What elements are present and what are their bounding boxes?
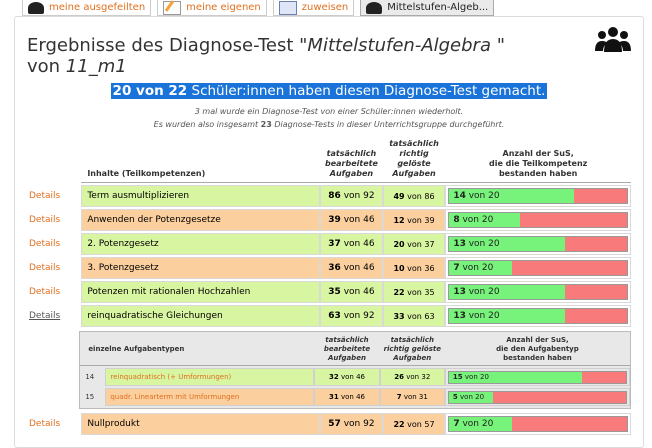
edited-cell-value: 36 bbox=[328, 263, 341, 273]
subtask-solved-total: 32 bbox=[421, 373, 431, 381]
von-label: von bbox=[343, 263, 361, 273]
details-link[interactable]: Details bbox=[29, 239, 61, 249]
passed-count: 15 bbox=[452, 372, 463, 381]
progress-label bbox=[449, 237, 499, 251]
subtask-solved bbox=[380, 388, 445, 406]
group-name: 11_m1 bbox=[65, 56, 127, 77]
von-label: von bbox=[468, 311, 486, 321]
von-label: von bbox=[343, 239, 361, 249]
subtask-row bbox=[25, 329, 631, 411]
passed-cell bbox=[445, 305, 631, 327]
progress-bar bbox=[448, 284, 628, 300]
edited-cell-value: 57 bbox=[328, 419, 341, 429]
page-title bbox=[27, 35, 505, 77]
passed-header-l3: bestanden haben bbox=[498, 169, 578, 178]
details-link[interactable]: Details bbox=[29, 311, 61, 321]
von-label: von bbox=[340, 393, 354, 401]
passed-total: 20 bbox=[488, 311, 500, 321]
topic-header: Inhalte (Teilkompetenzen) bbox=[81, 139, 320, 183]
solved-header-l3: Aufgaben bbox=[392, 169, 436, 178]
tab-ausgefeilte[interactable] bbox=[22, 0, 151, 16]
group-icon bbox=[366, 2, 382, 14]
table-row bbox=[25, 413, 631, 435]
subtask-solved-value: 7 bbox=[396, 393, 402, 401]
edited-header bbox=[320, 139, 383, 183]
subtask-solved-header-l1: tatsächlich bbox=[390, 336, 434, 344]
passed-count: 13 bbox=[453, 239, 466, 249]
solved-cell-value: 33 bbox=[393, 311, 405, 321]
total-note-count: 23 bbox=[260, 120, 272, 129]
edited-cell-value: 37 bbox=[328, 239, 341, 249]
von-label: von bbox=[462, 419, 479, 429]
summary-count: 20 von 22 bbox=[112, 83, 188, 99]
edited-cell-value: 35 bbox=[328, 287, 341, 297]
topic-cell: 2. Potenzgesetz bbox=[81, 233, 320, 255]
subtask-edited bbox=[314, 368, 379, 386]
von-label: von bbox=[407, 287, 422, 297]
details-link[interactable]: Details bbox=[29, 263, 61, 273]
edited-cell bbox=[320, 281, 383, 303]
progress-bar bbox=[448, 188, 628, 204]
von-label: von bbox=[343, 419, 361, 429]
von-label: von bbox=[406, 373, 420, 381]
passed-count: 13 bbox=[453, 287, 466, 297]
passed-total: 20 bbox=[488, 191, 500, 201]
von-label: von bbox=[343, 215, 361, 225]
solved-cell-value: 12 bbox=[393, 215, 405, 225]
solved-cell bbox=[383, 281, 446, 303]
subtask-solved-value: 26 bbox=[394, 373, 405, 381]
passed-header-l2: die die Teilkompetenz bbox=[488, 159, 588, 168]
solved-cell-value: 22 bbox=[393, 419, 405, 429]
repeat-note: 3 mal wurde ein Diagnose-Test von einer Schüler:innen wiederholt. bbox=[194, 107, 464, 116]
summary-highlight bbox=[15, 80, 643, 100]
edited-header-l2: bearbeitete bbox=[325, 159, 378, 168]
solved-header-l1: tatsächlich bbox=[389, 139, 439, 148]
subtask-passed-header-l2: die den Aufgabentyp bbox=[496, 345, 579, 353]
progress-label bbox=[449, 189, 499, 203]
total-note-suffix: Diagnose-Tests in dieser Unterrichtsgruppe durchgeführt. bbox=[271, 120, 505, 129]
von-label: von bbox=[343, 287, 361, 297]
progress-label bbox=[449, 392, 484, 403]
edited-cell-total: 46 bbox=[363, 287, 375, 297]
subtask-solved-total: 31 bbox=[418, 393, 428, 401]
von-label: von bbox=[407, 191, 422, 201]
subtask-topic-header: einzelne Aufgabentypen bbox=[80, 334, 314, 366]
results-panel bbox=[14, 16, 644, 448]
table-row bbox=[25, 305, 631, 327]
passed-count: 7 bbox=[453, 263, 460, 273]
passed-total: 20 bbox=[488, 239, 500, 249]
subtask-item bbox=[80, 388, 630, 406]
solved-header-l2: richtig gelöste bbox=[397, 149, 431, 168]
progress-label bbox=[449, 285, 499, 299]
subtask-edited-header-l1: tatsächlich bbox=[325, 336, 369, 344]
users-icon bbox=[595, 25, 631, 55]
edit-icon bbox=[163, 1, 181, 15]
summary-text: Schüler:innen haben diesen Diagnose-Test gemacht. bbox=[187, 83, 546, 99]
subtask-edited-total: 46 bbox=[356, 393, 365, 401]
tab-label: meine eigenen bbox=[186, 2, 261, 13]
topic-cell: Term ausmultiplizieren bbox=[81, 185, 320, 207]
passed-count: 5 bbox=[452, 392, 458, 401]
subtask-solved-header bbox=[380, 334, 445, 366]
passed-total: 20 bbox=[488, 287, 500, 297]
passed-count: 13 bbox=[453, 311, 466, 321]
edited-cell-total: 92 bbox=[363, 311, 375, 321]
progress-label bbox=[449, 417, 493, 431]
solved-cell-total: 35 bbox=[424, 287, 435, 297]
passed-total: 20 bbox=[475, 392, 485, 401]
total-note bbox=[15, 120, 643, 129]
subtask-edited-value: 31 bbox=[328, 393, 339, 401]
subtask-passed-header-l3: bestanden haben bbox=[503, 354, 572, 362]
results-table bbox=[25, 137, 631, 437]
subtask-solved bbox=[380, 368, 445, 386]
subtask-index: 14 bbox=[80, 368, 105, 386]
edited-cell bbox=[320, 233, 383, 255]
subtask-item bbox=[80, 368, 630, 386]
passed-cell bbox=[445, 413, 631, 435]
von-label: von bbox=[460, 392, 473, 401]
passed-cell bbox=[445, 257, 631, 279]
tab-current-test[interactable] bbox=[360, 0, 494, 16]
topic-cell: Anwenden der Potenzgesetze bbox=[81, 209, 320, 231]
subtask-edited bbox=[314, 388, 379, 406]
edited-cell-total: 46 bbox=[363, 263, 375, 273]
subtask-solved-header-l2: richtig gelöste bbox=[383, 345, 441, 353]
subtask-passed-header-l1: Anzahl der SuS, bbox=[506, 336, 569, 344]
subtask-spacer bbox=[25, 329, 81, 411]
von-label: von bbox=[468, 239, 486, 249]
solved-cell bbox=[383, 209, 446, 231]
solved-cell-total: 39 bbox=[424, 215, 435, 225]
von-label: von bbox=[464, 372, 478, 381]
topic-cell: Nullprodukt bbox=[81, 413, 320, 435]
table-row bbox=[25, 233, 631, 255]
edited-cell bbox=[320, 413, 383, 435]
solved-cell-total: 36 bbox=[424, 263, 435, 273]
solved-cell-value: 22 bbox=[393, 287, 405, 297]
details-link[interactable]: Details bbox=[29, 191, 61, 201]
edited-cell bbox=[320, 257, 383, 279]
table-row bbox=[25, 209, 631, 231]
subtask-edited-header-l2: bearbeitete bbox=[323, 345, 371, 353]
passed-cell bbox=[445, 209, 631, 231]
subtask-edited-header bbox=[314, 334, 379, 366]
tab-eigene[interactable] bbox=[157, 0, 267, 16]
solved-cell bbox=[383, 305, 446, 327]
subtask-header-row bbox=[80, 334, 630, 366]
progress-label bbox=[449, 372, 489, 383]
details-link[interactable]: Details bbox=[29, 287, 61, 297]
tab-zuweisen[interactable] bbox=[273, 0, 354, 16]
progress-bar bbox=[448, 416, 628, 432]
group-icon bbox=[28, 2, 44, 14]
subtask-edited-header-l3: Aufgaben bbox=[328, 354, 366, 362]
edited-cell-value: 39 bbox=[328, 215, 341, 225]
solved-cell-value: 49 bbox=[393, 191, 405, 201]
subtask-passed bbox=[445, 368, 630, 386]
edited-cell-value: 86 bbox=[328, 191, 341, 201]
edited-cell bbox=[320, 185, 383, 207]
passed-cell bbox=[445, 233, 631, 255]
solved-cell-total: 86 bbox=[424, 191, 435, 201]
passed-header-l1: Anzahl der SuS, bbox=[502, 149, 574, 158]
progress-bar bbox=[448, 236, 628, 252]
subtask-box bbox=[79, 331, 631, 409]
von-label: von bbox=[407, 239, 422, 249]
results-body bbox=[25, 185, 631, 435]
von-label: von bbox=[407, 263, 422, 273]
solved-cell-total: 63 bbox=[424, 311, 435, 321]
passed-cell bbox=[445, 281, 631, 303]
edited-cell-total: 46 bbox=[363, 215, 375, 225]
topic-cell: Potenzen mit rationalen Hochzahlen bbox=[81, 281, 320, 303]
subtask-topic[interactable]: reinquadratisch (+ Umformungen) bbox=[105, 368, 314, 386]
solved-cell-value: 20 bbox=[393, 239, 405, 249]
subtask-solved-header-l3: Aufgaben bbox=[393, 354, 432, 362]
von-label: von bbox=[462, 263, 479, 273]
edited-cell-value: 63 bbox=[328, 311, 341, 321]
solved-cell bbox=[383, 257, 446, 279]
solved-cell bbox=[383, 413, 446, 435]
tab-label: zuweisen bbox=[301, 2, 349, 13]
von-label: von bbox=[407, 215, 422, 225]
progress-bar bbox=[448, 260, 628, 276]
passed-total: 20 bbox=[480, 372, 489, 381]
von-label: von bbox=[407, 311, 422, 321]
total-note-prefix: Es wurden also insgesamt bbox=[153, 120, 261, 129]
edited-header-l1: tatsächlich bbox=[326, 149, 377, 158]
solved-cell-total: 57 bbox=[424, 419, 435, 429]
subtask-table bbox=[80, 332, 630, 408]
table-row bbox=[25, 281, 631, 303]
table-row bbox=[25, 257, 631, 279]
assign-icon bbox=[279, 1, 297, 15]
subtask-passed bbox=[445, 388, 630, 406]
subtask-edited-value: 32 bbox=[328, 373, 339, 381]
topic-cell: 3. Potenzgesetz bbox=[81, 257, 320, 279]
progress-bar bbox=[448, 371, 627, 384]
details-header bbox=[25, 139, 81, 183]
progress-label bbox=[449, 309, 499, 323]
von-label: von bbox=[407, 419, 422, 429]
details-link[interactable]: Details bbox=[29, 215, 61, 225]
solved-cell bbox=[383, 233, 446, 255]
progress-bar bbox=[448, 212, 628, 228]
progress-bar bbox=[448, 308, 628, 324]
table-row bbox=[25, 185, 631, 207]
von-label: von bbox=[340, 373, 354, 381]
subtask-index: 15 bbox=[80, 388, 105, 406]
passed-count: 8 bbox=[453, 215, 460, 225]
passed-cell bbox=[445, 185, 631, 207]
edited-cell bbox=[320, 305, 383, 327]
von-label: von bbox=[468, 191, 486, 201]
title-prefix: Ergebnisse des Diagnose-Test bbox=[27, 35, 300, 56]
details-link[interactable]: Details bbox=[29, 419, 61, 429]
table-header-row bbox=[25, 139, 631, 183]
von-label: von bbox=[462, 215, 479, 225]
solved-cell-total: 37 bbox=[424, 239, 435, 249]
subtask-passed-header bbox=[445, 334, 630, 366]
edited-cell bbox=[320, 209, 383, 231]
solved-cell bbox=[383, 185, 446, 207]
subtask-cell bbox=[81, 329, 631, 411]
passed-count: 7 bbox=[453, 419, 460, 429]
progress-label bbox=[449, 261, 493, 275]
passed-total: 20 bbox=[481, 263, 494, 273]
tab-label: Mittelstufen-Algeb... bbox=[387, 2, 489, 13]
edited-cell-total: 92 bbox=[363, 419, 375, 429]
subtask-edited-total: 46 bbox=[356, 373, 365, 381]
subtask-topic[interactable]: quadr. Linearterm mit Umformungen bbox=[105, 388, 314, 406]
passed-total: 20 bbox=[481, 215, 494, 225]
progress-bar bbox=[448, 391, 627, 404]
von-label: von bbox=[403, 393, 417, 401]
passed-header bbox=[445, 139, 631, 183]
von-label: von bbox=[468, 287, 486, 297]
progress-label bbox=[449, 213, 493, 227]
von-label: von bbox=[343, 311, 361, 321]
edited-header-l3: Aufgaben bbox=[329, 169, 374, 178]
solved-cell-value: 10 bbox=[393, 263, 405, 273]
solved-header bbox=[383, 139, 446, 183]
edited-cell-total: 46 bbox=[363, 239, 375, 249]
von-label: von bbox=[27, 56, 66, 77]
test-name: "Mittelstufen-Algebra " bbox=[299, 35, 505, 56]
edited-cell-total: 92 bbox=[363, 191, 375, 201]
tab-label: meine ausgefeilten bbox=[49, 2, 146, 13]
von-label: von bbox=[343, 191, 361, 201]
passed-total: 20 bbox=[481, 419, 494, 429]
passed-count: 14 bbox=[453, 191, 466, 201]
topic-cell: reinquadratische Gleichungen bbox=[81, 305, 320, 327]
